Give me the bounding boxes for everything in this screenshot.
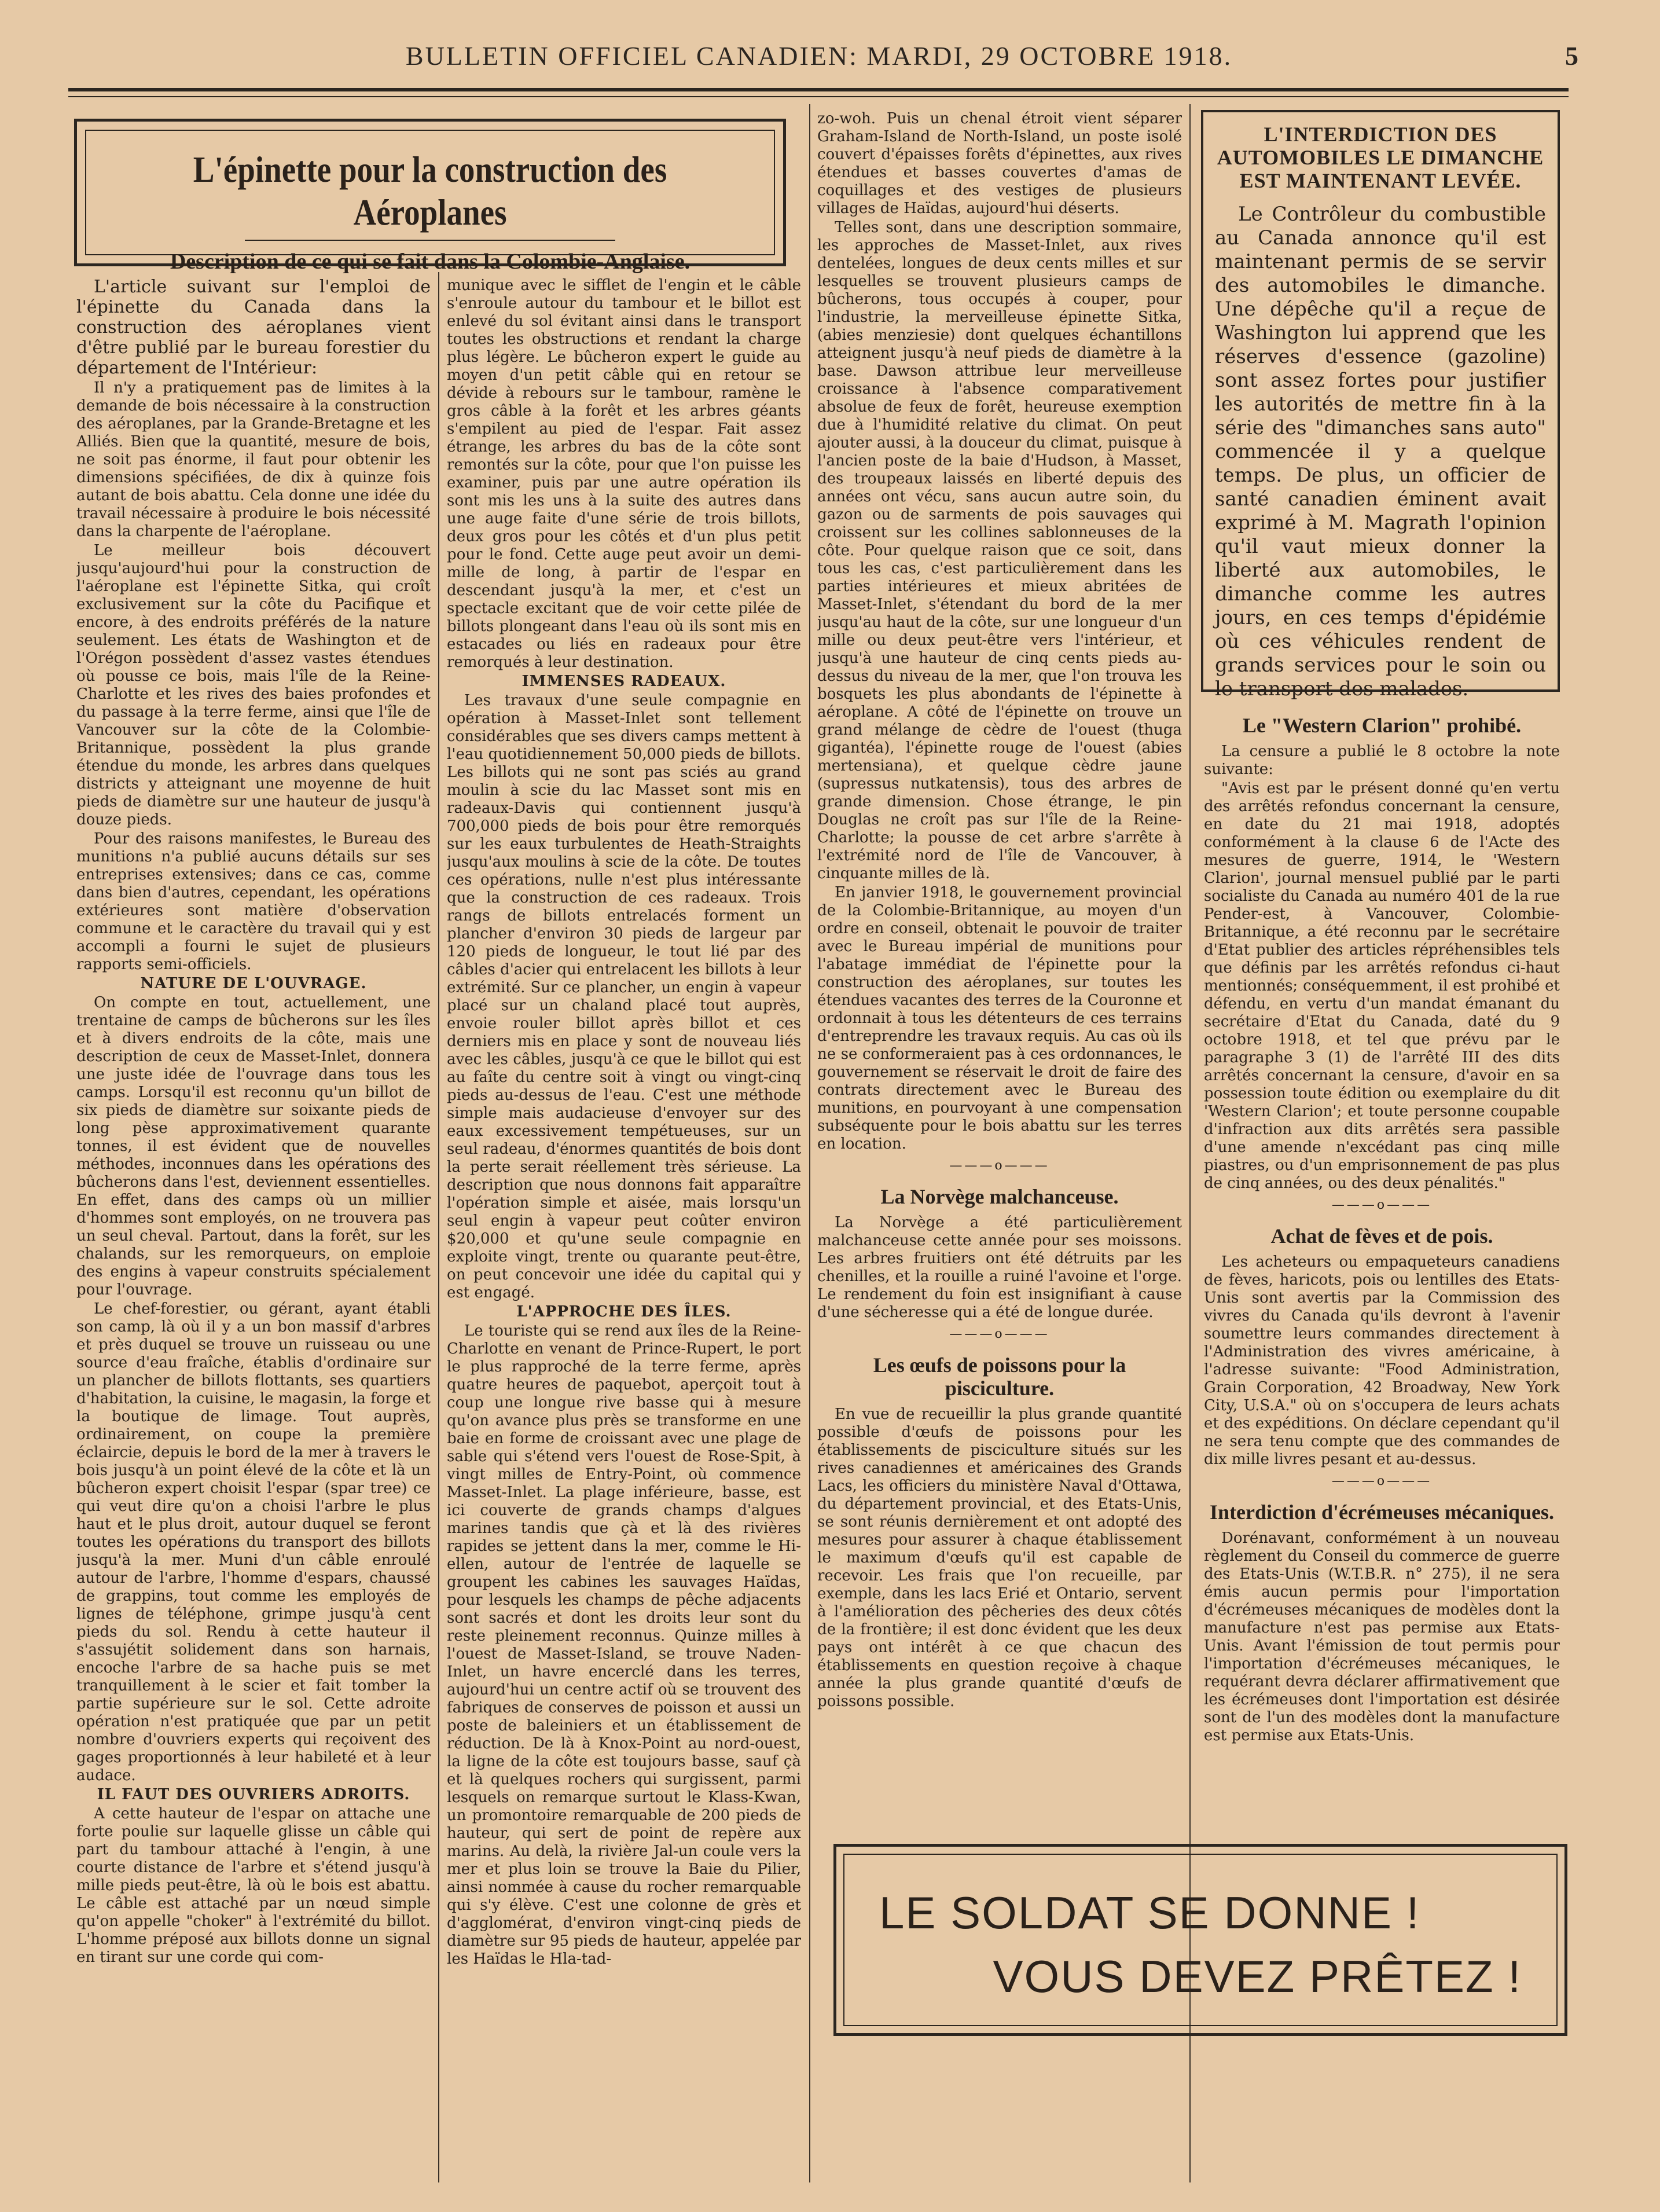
paragraph: zo-woh. Puis un chenal étroit vient séparer Graham-Island de North-Island, un poste isolé couvert d'épaisses forêts d'épinettes, aux rives étendues et basses couvertes d'amas de coquillages et des vestiges de plusieurs villages de Haïdas, aujourd'hui déserts. [817, 110, 1182, 217]
column-2 [447, 277, 801, 2187]
paragraph: Le chef-forestier, ou gérant, ayant établi son camp, là où il y a un bon massif d'arbres et près duquel se trouve un ruisseau ou une source d'eau fraîche, établis d'ordinaire sur un plancher de billots flottants, ses quartiers d'habitation, la cuisine, le magasin, la forge et la boutique de limage. Tout auprès, ordinairement, on coupe la première éclaircie, depuis le bord de la mer à travers le bois jusqu'à un point élevé de la côte et là un bûcheron expert choisit l'espar (spar tree) ce qui veut dire qu'on a choisi l'arbre le plus haut et le plus droit, autour duquel se feront toutes les opérations du transport des billots jusqu'à la mer. Muni d'un câble enroulé autour de l'arbre, l'homme d'espars, chaussé de grappins, tout comme les employés de lignes de téléphone, grimpe jusqu'à cent pieds du sol. Rendu à cette hauteur il s'assujétit solidement dans son harnais, encoche l'arbre de sa hache puis se met tranquillement à le scier et fait tomber la partie supérieure sur le sol. Cette adroite opération n'est pratiquée que par un petit nombre d'ouvriers experts qui reçoivent des gages proportionnés à leur habileté et à leur audace. [76, 1300, 431, 1784]
paragraph: La censure a publié le 8 octobre la note suivante: [1204, 743, 1560, 778]
paragraph: Les acheteurs ou empaqueteurs canadiens de fèves, haricots, pois ou lentilles des Etats-Unis sont avertis par la Commission des vivres du Canada qu'ils devront à l'avenir soumettre leurs commandes directement à l'Administration des vivres américaine, à l'adresse suivante: "Food Administration, Grain Corporation, 42 Broadway, New York City, U.S.A." où on s'occupera de leurs achats et des expéditions. On déclare cependant qu'il ne sera tenu compte que des commandes de dix mille livres pesant et au-dessus. [1204, 1253, 1560, 1468]
section-heading: IL FAUT DES OUVRIERS ADROITS. [97, 1786, 410, 1803]
paragraph: On compte en tout, actuellement, une trentaine de camps de bûcherons sur les îles et à divers endroits de la côte, mais une description de ceux de Masset-Inlet, donnera une juste idée de l'ouvrage dans tous les camps. Lorsqu'il est reconnu qu'un billot de six pieds de diamètre sur soixante pieds de long pèse approximativement quarante tonnes, il est évident que de nouvelles méthodes, inconnues dans les opérations des bûcherons dans l'est, deviennent essentielles. En effet, dans des camps où un millier d'hommes sont employés, on ne trouvera pas un seul cheval. Partout, dans la forêt, sur les chalands, sur les remorqueurs, on emploie des engins à vapeur construits spécialement pour l'ouvrage. [76, 994, 431, 1298]
column-4 [1204, 703, 1560, 1832]
masthead-rule-thin [68, 96, 1569, 97]
article-title-clarion: Le "Western Clarion" prohibé. [1242, 714, 1522, 737]
section-heading: L'APPROCHE DES ÎLES. [516, 1303, 732, 1320]
paragraph: La Norvège a été particulièrement malchanceuse cette année pour ses moissons. Les arbres fruitiers ont été détruits par les chenilles, et la rouille a ruiné l'avoine et l'orge. Le rendement du foin est insignifiant à cause d'une sécheresse qui a été de longue durée. [817, 1214, 1182, 1321]
article-title-feves: Achat de fèves et de pois. [1270, 1224, 1493, 1248]
paragraph: munique avec le sifflet de l'engin et le câble s'enroule autour du tambour et le billot est enlevé du sol évitant ainsi dans le transport toutes les obstructions et rendant la charge plus légère. Le bûcheron expert le guide au moyen d'un petit câble qui en retour se dévide à rebours sur le tambour, ramène le gros câble à la forêt et les arbres géants s'empilent au pied de l'espar. Fait assez étrange, les arbres du bas de la côte sont remontés sur la côte, pour que l'on puisse les examiner, puis par une autre opération ils sont mis les uns à la suite des autres dans une auge faite d'une série de trois billots, deux gros pour les côtés et d'un plus petit pour le fond. Cette auge peut avoir un demi-mille de long, à partir de l'espar en descendant jusqu'à la mer, et c'est un spectacle excitant que de voir cette pilée de billots plongeant dans l'eau où ils sont mis en estacades ou liés en radeaux pour être remorqués à leur destination. [447, 277, 801, 671]
paragraph: Le touriste qui se rend aux îles de la Reine-Charlotte en venant de Prince-Rupert, le port le plus rapproché de la terre ferme, après quatre heures de paquebot, aperçoit tout à coup une longue rive basse qui à mesure qu'on avance plus près se transforme en une baie en forme de croissant avec une plage de sable qui s'étend vers l'ouest de Rose-Spit, à vingt milles de Entry-Point, où commence Masset-Inlet. La plage inférieure, basse, est ici couverte de grands champs d'algues marines tandis que çà et là des rivières rapides se jettent dans la mer, comme le Hi-ellen, autour de l'entrée de laquelle se groupent les cabines les sauvages Haïdas, pour lesquels les champs de pêche adjacents sont sacrés et dont les droits leur sont du reste pleinement reconnus. Quinze milles à l'ouest de Masset-Island, se trouve Naden-Inlet, un havre encerclé dans les terres, aujourd'hui un centre actif où se trouvent des fabriques de conserves de poisson et aussi un poste de baleiniers et un établissement de réduction. De là à Knox-Point au nord-ouest, la ligne de la côte est toujours basse, sauf çà et là quelques rochers qui surgissent, parmi lesquels on remarque surtout le Klass-Kwan, un promontoire remarquable de 200 pieds de hauteur, qui sert de point de repère aux marins. Au delà, la rivière Jal-un coule vers la mer et plus loin se trouve la Baie du Pilier, ainsi nommée à cause du rocher remarquable qui s'y élève. C'est une colonne de grès et d'agglomérat, d'environ vingt-cinq pieds de diamètre sur 95 pieds de hauteur, appelée par les Haïdas le Hla-tad- [447, 1322, 801, 1968]
masthead-title: BULLETIN OFFICIEL CANADIEN: MARDI, 29 OCTOBRE 1918. [405, 41, 1233, 71]
separator: ———o——— [1331, 1198, 1433, 1212]
paragraph: Dorénavant, conformément à un nouveau règlement du Conseil du commerce de guerre des Etats-Unis (W.T.B.R. n° 275), il ne sera émis aucun permis pour l'importation d'écrémeuses mécaniques de modèles dont la manufacture n'est pas permise aux Etats-Unis. Avant l'émission de tout permis pour l'importation d'écrémeuses mécaniques, le requérant devra déclarer affirmativement que les écrémeuses dont l'importation est désirée sont de l'un des modèles dont la manufacture est permise aux Etats-Unis. [1204, 1529, 1560, 1744]
column-rule-1 [438, 272, 439, 2182]
paragraph: L'article suivant sur l'emploi de l'épinette du Canada dans la construction des aéroplanes vient d'être publié par le bureau forestier du département de l'Intérieur: [76, 277, 431, 378]
article-title-norvege: La Norvège malchanceuse. [880, 1185, 1119, 1208]
column-1 [76, 277, 431, 2187]
paragraph: "Avis est par le présent donné qu'en vertu des arrêtés refondus concernant la censure, en date du 21 mai 1918, adoptés conformément à la clause 6 de l'Acte des mesures de guerre, 1914, le 'Western Clarion', journal mensuel publié par le parti socialiste du Canada au numéro 401 de la rue Pender-est, à Vancouver, Colombie-Britannique, a été reconnu par le secrétaire d'Etat publier des articles répréhensibles tels que définis par les arrêtés refondus ci-haut mentionnés; conséquemment, il est prohibé et défendu, en vertu d'un mandat émanant du secrétaire d'Etat du Canada, daté du 9 octobre 1918, et tel que prévu par le paragraphe 3 (1) de l'arrêté III des dits arrêtés concernant la censure, d'avoir en sa possession toute édition ou exemplaire du dit 'Western Clarion'; et toute personne coupable d'infraction aux dits arrêtés sera passible d'une amende n'excédant pas cinq mille piastres, ou d'un emprisonnement de pas plus de cinq années, ou des deux pénalités." [1204, 780, 1560, 1192]
separator: ———o——— [1331, 1474, 1433, 1488]
masthead [69, 41, 1580, 81]
lead-title-box [74, 119, 786, 274]
lead-title: L'épinette pour la construction des Aéroplanes [193, 149, 667, 233]
ad-line-2: VOUS DEVEZ PRÊTEZ ! [993, 1951, 1522, 2002]
ad-line-1: LE SOLDAT SE DONNE ! [879, 1887, 1420, 1938]
paragraph: Telles sont, dans une description sommaire, les approches de Masset-Inlet, aux rives dentelées, longues de deux cents milles et sur lesquelles se trouvent plusieurs camps de bûcherons, tous occupés à couper, pour l'industrie, la merveilleuse épinette Sitka, (abies menziesie) dont quelques échantillons atteignent jusqu'à neuf pieds de diamètre à la base. Dawson attribue leur merveilleuse croissance à l'absence comparativement absolue de feux de forêt, heureuse exemption due à l'humidité relative du climat. On peut ajouter aussi, à la douceur du climat, puisque à l'ancien poste de la baie d'Hudson, à Masset, des troupeaux laissés en liberté depuis des années ont vécu, sans aucun autre soin, du gazon ou de sarments de pois sauvages qui croissent sur les collines sablonneuses de la côte. Pour quelque raison que ce soit, dans tous les cas, c'est particulièrement dans les parties intérieures et mieux abritées de Masset-Inlet, s'étendant du bord de la mer jusqu'au haut de la côte, sur une longueur d'un mille ou deux peut-être vers l'intérieur, et jusqu'à une hauteur de cinq cents pieds au-dessus du niveau de la mer, que l'on trouva les bosquets les plus abondants de l'épinette à aéroplane. A côté de l'épinette on trouve un grand mélange de cèdre de l'ouest (thuga gigantéa), l'épinette rouge de l'ouest (abies mertensiana), et quelque cèdre jaune (supressus nutkatensis), tous des arbres de grande dimension. Chose étrange, le pin Douglas ne croît pas sur l'île de la Reine-Charlotte; la pousse de cet arbre s'arrête à l'extrémité nord de l'île de Vancouver, à cinquante milles de là. [817, 219, 1182, 882]
column-rule-2 [809, 104, 810, 2182]
separator: ———o——— [949, 1158, 1050, 1173]
article-title-oeufs: Les œufs de poissons pour la pisciculture. [873, 1353, 1126, 1400]
article-title-auto: L'INTERDICTION DES AUTOMOBILES LE DIMANCHE EST MAINTENANT LEVÉE. [1217, 123, 1544, 192]
lead-subtitle: Description de ce qui se fait dans la Colombie-Anglaise. [170, 250, 691, 274]
paragraph: En janvier 1918, le gouvernement provincial de la Colombie-Britannique, au moyen d'un ordre en conseil, obtenait le pouvoir de traiter avec le Bureau impérial de munitions pour l'abatage immédiat de l'épinette pour la construction des aéroplanes, sur toutes les étendues vacantes des terres de la Couronne et ordonnait à tous les détenteurs de ces terrains d'entreprendre les travaux requis. Au cas où ils ne se conformeraient pas à ces ordonnances, le gouvernement se réservait le droit de faire des contrats directement avec le Bureau des munitions, en pourvoyant à une compensation subséquente pour le bois abattu sur les terres en location. [817, 884, 1182, 1153]
paragraph: Pour des raisons manifestes, le Bureau des munitions n'a publié aucuns détails sur ses entreprises extensives; dans ce cas, comme dans bien d'autres, cependant, les opérations extérieures sont matière d'observation commune et le caractère du travail qui y est accompli a fourni le sujet de plusieurs rapports semi-officiels. [76, 830, 431, 973]
paragraph: Les travaux d'une seule compagnie en opération à Masset-Inlet sont tellement considérables que ses divers camps mettent à l'eau quotidiennement 50,000 pieds de billots. Les billots qui ne sont pas sciés au grand moulin à scie du lac Masset sont mis en radeaux-Davis qui contiennent jusqu'à 700,000 pieds de bois pour être remorqués sur les eaux turbulentes de Heath-Straights jusqu'aux moulins à scie de la côte. De toutes ces opérations, nulle n'est plus intéressante que la construction de ces radeaux. Trois rangs de billots entrelacés forment un plancher d'environ 30 pieds de largeur par 120 pieds de longueur, le tout lié par des câbles d'acier qui entrelacent les billots à leur extrémité. Sur ce plancher, un engin à vapeur placé sur un chaland placé tout auprès, envoie rouler billot après billot et ces derniers mis en place y sont de nouveau liés avec les câbles, jusqu'à ce que le billot qui est au faîte du centre soit à vingt ou vingt-cinq pieds au-dessus de l'eau. C'est une méthode simple mais audacieuse d'envoyer sur des eaux excessivement tempétueuses, sur un seul radeau, d'énormes quantités de bois dont la perte serait réellement très sérieuse. La description que nous donnons fait apparaître l'opération simple et aisée, mais lorsqu'un seul engin à vapeur peut coûter environ $20,000 et qu'une seule compagnie en exploite vingt, trente ou quarante peut-être, on peut concevoir une idée du capital qui y est engagé. [447, 692, 801, 1301]
section-heading: IMMENSES RADEAUX. [521, 673, 726, 690]
paragraph: Le meilleur bois découvert jusqu'aujourd'hui pour la construction de l'aéroplane est l'épinette Sitka, qui croît exclusivement sur la côte du Pacifique et encore, à des endroits préférés de la nature seulement. Les états de Washington et de l'Orégon possèdent d'assez vastes étendues où pousse ce bois, mais l'île de la Reine-Charlotte et les rives des baies profondes et du passage à la terre ferme, ainsi que l'île de Vancouver sur la côte de la Colombie-Britannique, possèdent la plus grande étendue du monde, les arbres dans quelques districts y atteignant une moyenne de huit pieds de diamètre sur une hauteur de jusqu'à douze pieds. [76, 542, 431, 828]
paragraph: Le Contrôleur du combustible au Canada annonce qu'il est maintenant permis de se servir des automobiles le dimanche. Une dépêche qu'il a reçue de Washington lui apprend que les réserves d'essence (gazoline) sont assez fortes pour justifier les autorités de mettre fin à la série des "dimanches sans auto" commencée il y a quelque temps. De plus, un officier de santé canadien éminent avait exprimé à M. Magrath l'opinion qu'il vaut mieux donner la liberté aux automobiles, le dimanche comme les autres jours, en ces temps d'épidémie où ces véhicules rendent de grands services pour le soin ou le transport des malades. [1215, 203, 1546, 700]
column-3 [817, 110, 1182, 1824]
paragraph: A cette hauteur de l'espar on attache une forte poulie sur laquelle glisse un câble qui part du tambour attaché à l'engin, à une courte distance de l'arbre et s'étend jusqu'à mille pieds peut-être, là où le bois est abattu. Le câble est attaché par un nœud simple qu'on appelle "choker" à l'extrémité du billot. L'homme préposé aux billots donne un signal en tirant sur une corde qui com- [76, 1805, 431, 1966]
page-number: 5 [1565, 41, 1580, 71]
separator: ———o——— [949, 1327, 1050, 1341]
auto-ban-box [1201, 110, 1560, 700]
war-loan-ad [833, 1844, 1567, 2036]
article-title-ecremeuses: Interdiction d'écrémeuses mécaniques. [1210, 1501, 1554, 1524]
lead-title-divider [245, 240, 615, 241]
paragraph: Il n'y a pratiquement pas de limites à la demande de bois nécessaire à la construction des aéroplanes, par la Grande-Bretagne et les Alliés. Bien que la quantité, mesure de bois, ne soit pas énorme, il faut pour obtenir les dimensions spécifiées, de dix à quinze fois autant de bois abattu. Cela donne une idée du travail nécessaire à produire le bois nécessité dans la charpente de l'aéroplane. [76, 379, 431, 540]
section-heading: NATURE DE L'OUVRAGE. [140, 975, 367, 992]
masthead-rule [68, 88, 1569, 91]
paragraph: En vue de recueillir la plus grande quantité possible d'œufs de poissons pour les établissements de pisciculture situés sur les rives canadiennes et américaines des Grands Lacs, les officiers du ministère Naval d'Ottawa, du département provincial, et des Etats-Unis, se sont réunis dernièrement et ont adopté des mesures pour assurer à chaque établissement le maximum d'œufs qu'il est capable de recevoir. Les frais que l'on recueille, par exemple, dans les lacs Erié et Ontario, servent à l'amélioration des pêcheries des deux côtés de la frontière; il est donc évident que les deux pays ont intérêt à ce que chacun des établissements en question reçoive à chaque année la plus grande quantité d'œufs de poissons possible. [817, 1406, 1182, 1710]
